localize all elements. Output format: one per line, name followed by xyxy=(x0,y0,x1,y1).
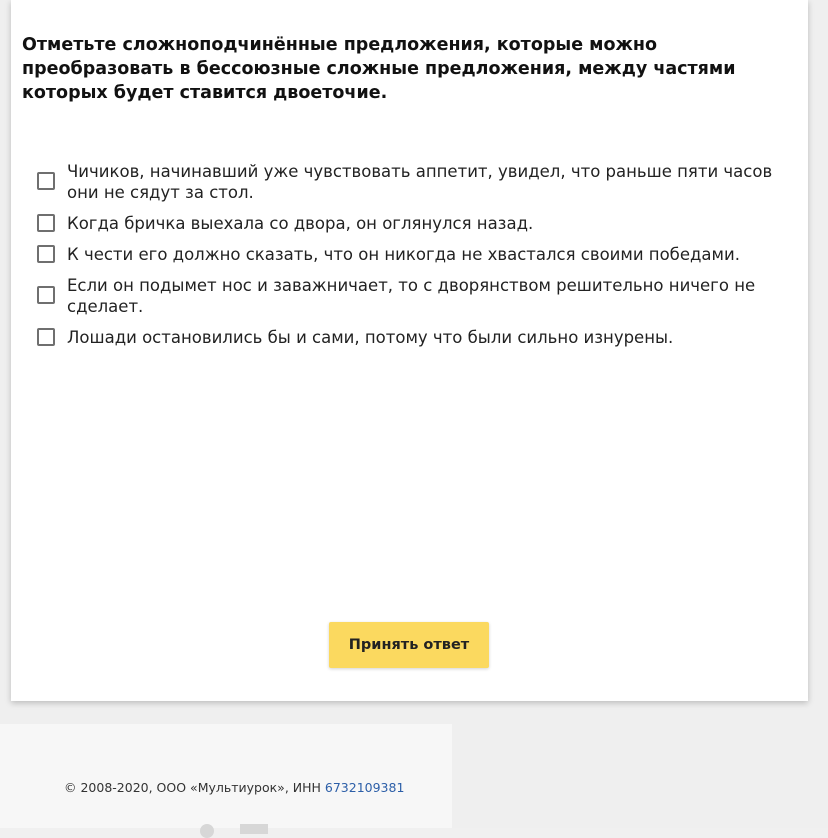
copyright-text: © 2008-2020, ООО «Мультиурок», ИНН xyxy=(64,780,325,795)
submit-answer-button[interactable]: Принять ответ xyxy=(329,622,489,668)
footer-copyright xyxy=(64,780,404,795)
checkbox-unchecked-icon[interactable] xyxy=(37,286,55,304)
checkbox-unchecked-icon[interactable] xyxy=(37,214,55,232)
checkbox-unchecked-icon[interactable] xyxy=(37,328,55,346)
question-card xyxy=(11,0,808,701)
option-item[interactable] xyxy=(37,275,777,317)
footer-social-icon[interactable] xyxy=(200,824,214,838)
option-label: Чичиков, начинавший уже чувствовать аппетит, увидел, что раньше пяти часов они не сядут за стол. xyxy=(67,162,773,202)
inn-link[interactable]: 6732109381 xyxy=(324,780,405,795)
option-label: К чести его должно сказать, что он никогда не хвастался своими победами. xyxy=(67,245,740,264)
option-label: Лошади остановились бы и сами, потому что были сильно изнурены. xyxy=(67,328,674,347)
option-item[interactable] xyxy=(37,327,777,348)
checkbox-unchecked-icon[interactable] xyxy=(37,172,55,190)
options-list xyxy=(37,161,777,358)
footer-badge-icon[interactable] xyxy=(240,824,268,834)
footer xyxy=(0,724,452,828)
question-text: Отметьте сложноподчинённые предложения, которые можно преобразовать в бессоюзные сложные предложения, между частями которых будет ставится двоеточие. xyxy=(22,35,736,103)
option-item[interactable] xyxy=(37,213,777,234)
option-item[interactable] xyxy=(37,244,777,265)
option-label: Если он подымет нос и заважничает, то с дворянством решительно ничего не сделает. xyxy=(67,276,756,316)
checkbox-unchecked-icon[interactable] xyxy=(37,245,55,263)
option-item[interactable] xyxy=(37,161,777,203)
option-label: Когда бричка выехала со двора, он оглянулся назад. xyxy=(67,214,534,233)
